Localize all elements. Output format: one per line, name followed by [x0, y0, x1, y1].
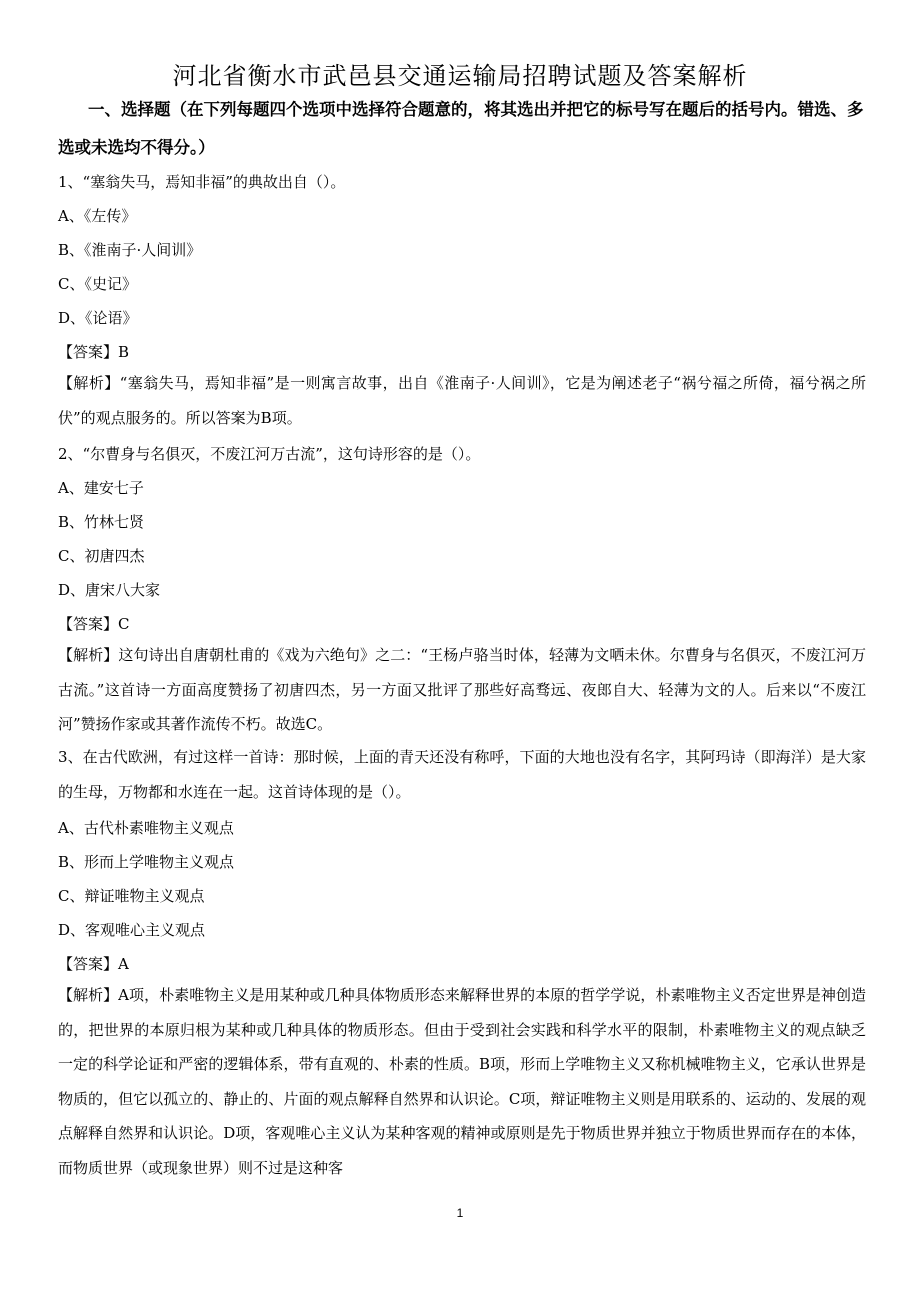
- question-1-option-b: B、《淮南子·人间训》: [58, 241, 202, 259]
- section-heading: 一、选择题（在下列每题四个选项中选择符合题意的，将其选出并把它的标号写在题后的括号内。错选、多选或未选均不得分。）: [58, 100, 864, 157]
- question-1-option-c: C、《史记》: [58, 275, 137, 293]
- question-3-stem: 3、在古代欧洲，有过这样一首诗：那时候，上面的青天还没有称呼，下面的大地也没有名字，其阿玛诗（即海洋）是大家的生母，万物都和水连在一起。这首诗体现的是（）。: [58, 748, 866, 801]
- question-2-stem: 2、“尔曹身与名俱灭，不废江河万古流”，这句诗形容的是（）。: [58, 445, 481, 463]
- question-3-analysis: 【解析】A项，朴素唯物主义是用某种或几种具体物质形态来解释世界的本原的哲学学说，朴素唯物主义否定世界是神创造的，把世界的本原归根为某种或几种具体的物质形态。但由于受到社会实践和科学水平的限制，朴素唯物主义的观点缺乏一定的科学论证和严密的逻辑体系，带有直观的、朴素的性质。B项，形而上学唯物主义又称机械唯物主义，它承认世界是物质的，但它以孤立的、静止的、片面的观点解释自然界和认识论。C项，辩证唯物主义则是用联系的、运动的、发展的观点解释自然界和认识论。D项，客观唯心主义认为某种客观的精神或原则是先于物质世界并独立于物质世界而存在的本体，而物质世界（或现象世界）则不过是这种客: [58, 986, 866, 1177]
- page-title: 河北省衡水市武邑县交通运输局招聘试题及答案解析: [172, 62, 748, 90]
- question-2-option-d: D、唐宋八大家: [58, 581, 161, 599]
- question-2-option-a: A、建安七子: [58, 479, 144, 497]
- question-3-option-a: A、古代朴素唯物主义观点: [58, 819, 234, 837]
- question-2-option-b: B、竹林七贤: [58, 513, 145, 531]
- question-3-option-d: D、客观唯心主义观点: [58, 921, 206, 939]
- question-2-option-c: C、初唐四杰: [58, 547, 145, 565]
- question-3-option-c: C、辩证唯物主义观点: [58, 887, 205, 905]
- question-1-option-a: A、《左传》: [58, 207, 137, 225]
- question-3-answer: 【答案】A: [58, 955, 129, 973]
- question-1-option-d: D、《论语》: [58, 309, 138, 327]
- page-number: 1: [456, 1206, 464, 1220]
- question-1-stem: 1、“塞翁失马，焉知非福”的典故出自（）。: [58, 173, 346, 191]
- question-1-analysis: 【解析】“塞翁失马，焉知非福”是一则寓言故事，出自《淮南子·人间训》，它是为阐述老子“祸兮福之所倚，福兮祸之所伏”的观点服务的。所以答案为B项。: [58, 374, 866, 427]
- question-3-option-b: B、形而上学唯物主义观点: [58, 853, 235, 871]
- question-2-analysis: 【解析】这句诗出自唐朝杜甫的《戏为六绝句》之二：“王杨卢骆当时体，轻薄为文哂未休。尔曹身与名俱灭，不废江河万古流。”这首诗一方面高度赞扬了初唐四杰，另一方面又批评了那些好高骛远、夜郎自大、轻薄为文的人。后来以“不废江河”赞扬作家或其著作流传不朽。故选C。: [58, 646, 866, 733]
- question-1-answer: 【答案】B: [58, 343, 130, 361]
- question-2-answer: 【答案】C: [58, 615, 130, 633]
